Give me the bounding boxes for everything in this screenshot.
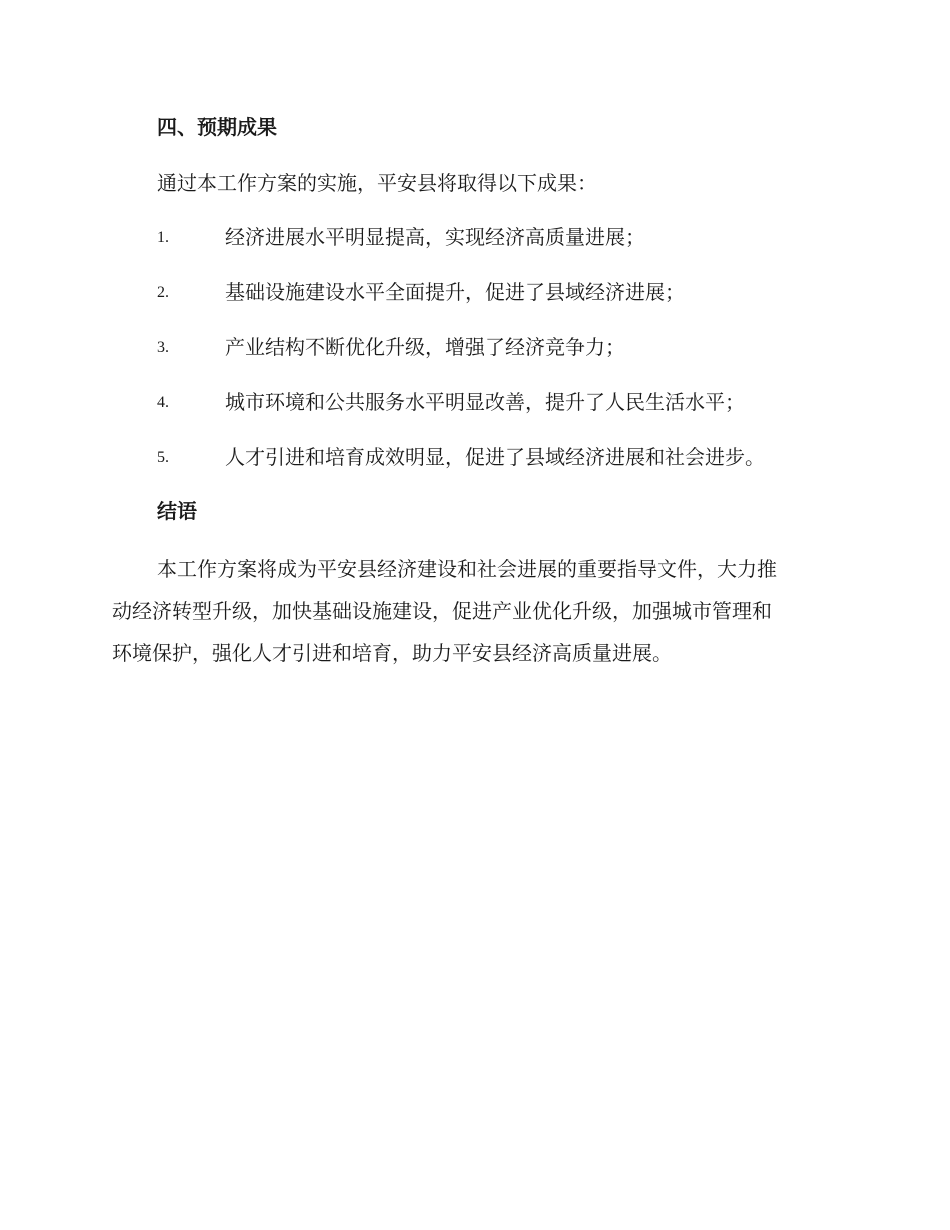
list-item-text: 基础设施建设水平全面提升，促进了县域经济进展；: [225, 280, 685, 304]
list-item-number: 2.: [157, 284, 169, 301]
list-item: [157, 334, 857, 360]
list-item-number: 1.: [157, 229, 169, 246]
conclusion-line: 本工作方案将成为平安县经济建设和社会进展的重要指导文件，大力推: [157, 557, 777, 581]
list-item: [157, 224, 857, 250]
list-item: [157, 389, 857, 415]
section-heading-conclusion: 结语: [157, 499, 197, 523]
list-item-number: 5.: [157, 449, 169, 466]
list-item: [157, 444, 857, 470]
list-item-number: 3.: [157, 339, 169, 356]
section-heading-expected-results: 四、预期成果: [157, 115, 277, 139]
conclusion-paragraph: [112, 548, 837, 674]
list-item-text: 城市环境和公共服务水平明显改善，提升了人民生活水平；: [225, 390, 745, 414]
list-item-number: 4.: [157, 394, 169, 411]
list-item-text: 产业结构不断优化升级，增强了经济竞争力；: [225, 335, 625, 359]
list-item-text: 经济进展水平明显提高，实现经济高质量进展；: [225, 225, 645, 249]
conclusion-line: 环境保护，强化人才引进和培育，助力平安县经济高质量进展。: [112, 641, 672, 665]
list-item-text: 人才引进和培育成效明显，促进了县域经济进展和社会进步。: [225, 445, 765, 469]
list-item: [157, 279, 857, 305]
section-intro-paragraph: 通过本工作方案的实施，平安县将取得以下成果：: [157, 171, 597, 195]
conclusion-line: 动经济转型升级，加快基础设施建设，促进产业优化升级，加强城市管理和: [112, 599, 772, 623]
